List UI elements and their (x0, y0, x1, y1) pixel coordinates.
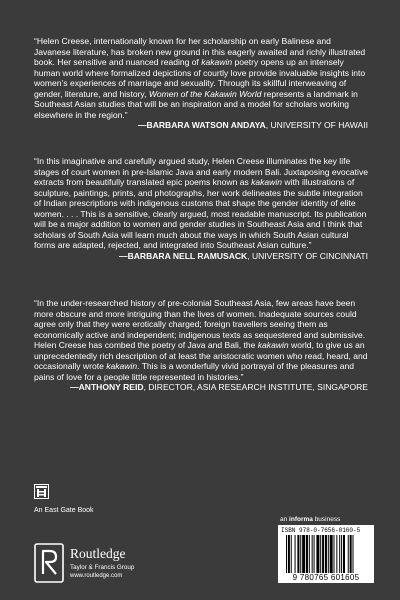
barcode-digits: 9 780765 601605 (292, 573, 360, 582)
quote-ramusack (34, 156, 368, 261)
quote-affiliation: , UNIVERSITY OF CINCINNATI (247, 250, 368, 261)
quote-attribution (34, 120, 368, 131)
publisher-group: Taylor & Francis Group (70, 564, 135, 571)
quote-text: “In this imaginative and carefully argued study, Helen Creese illuminates the key life stages of court women in pre-Islamic Java and early modern Bali. Juxtaposing evocative extracts from beautifully translated epic poems known as kakawin with illustrations of sculpture, paintings, prints, and photographs, her work delineates the subtle integration of Indian prescriptions with indigenous customs that shape the gender identity of elite women. . . . This is a sensitive, clearly argued, most readable manuscript. Its publication will be a major addition to women and gender studies in Southeast Asia and I think that scholars of South Asia will learn much about the ways in which South Asian cultural forms are adapted, rejected, and integrated into Southeast Asian culture.” (34, 156, 368, 251)
quote-author: —BARBARA WATSON ANDAYA (137, 120, 266, 131)
barcode-bars (286, 535, 366, 573)
quote-text: “Helen Creese, internationally known for her scholarship on early Balinese and Javanese literature, has broken new ground in this eagerly awaited and richly illustrated book. Her sensitive and nuanced reading of kakawin poetry opens up an intensely human world where formalized depictions of courtly love provide invaluable insights into women’s experiences of marriage and sexuality. Through its skillful interweaving of gender, literature, and history, Women of the Kakawin World represents a landmark in Southeast Asian studies that will be an inspiration and a model for scholars working elsewhere in the region.” (34, 36, 366, 120)
barcode (278, 525, 374, 583)
quote-affiliation: , UNIVERSITY OF HAWAII (265, 120, 368, 131)
quote-reid (34, 298, 368, 393)
publisher-name: Routledge (70, 546, 126, 561)
east-gate-label: An East Gate Book (34, 507, 94, 514)
publisher-url: www.routledge.com (70, 573, 123, 579)
informa-business-label (280, 516, 340, 523)
quote-andaya (34, 36, 368, 131)
informa-suffix: business (312, 516, 341, 523)
informa-prefix: an (280, 516, 290, 523)
isbn-text: ISBN 978-0-7656-0160-5 (281, 527, 361, 534)
informa-brand: informa (289, 516, 313, 523)
quote-attribution (34, 251, 368, 262)
quote-author: —BARBARA NELL RAMUSACK (119, 250, 248, 261)
quote-text: “In the under-researched history of pre-colonial Southeast Asia, few areas have been more obscure and more intriguing than the lives of women. Inadequate sources could agree only that they were erotically charged; foreign travellers seeing them as economically active and independent; indigenous texts as sequestered and submissive. Helen Creese has combed the poetry of Java and Bali, the kakawin world, to give us an unprecedentedly rich description of at least the aristocratic women who read, heard, and occasionally wrote kakawin. This is a wonderfully vivid portrayal of the pleasures and pains of love for a people little represented in histories.” (34, 298, 368, 382)
east-gate-logo-icon (34, 484, 49, 499)
quote-author: —ANTHONY REID (70, 382, 144, 393)
routledge-logo-icon (34, 543, 64, 583)
quote-affiliation: , DIRECTOR, ASIA RESEARCH INSTITUTE, SINGAPORE (143, 382, 368, 393)
quote-attribution (34, 382, 368, 393)
